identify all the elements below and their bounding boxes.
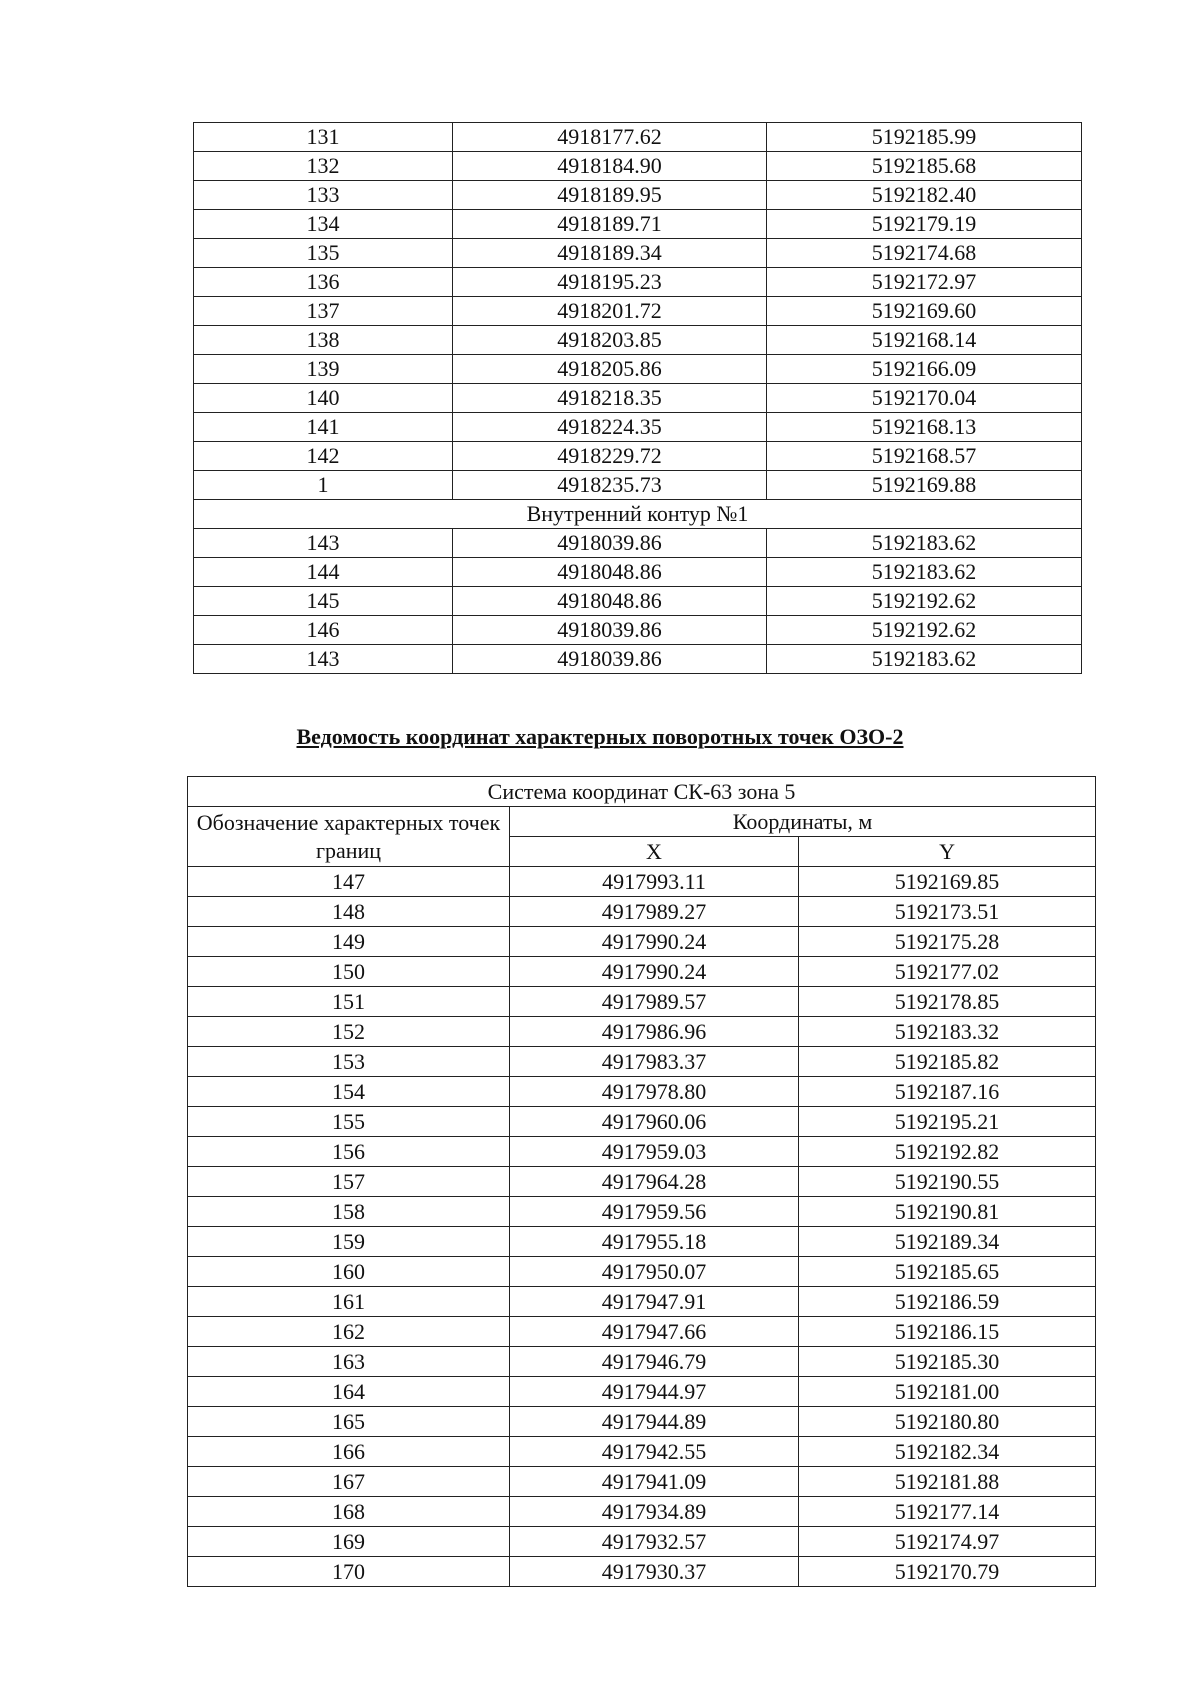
x-coordinate-cell: 4917950.07 xyxy=(510,1257,799,1287)
point-number-cell: 135 xyxy=(194,239,453,268)
table-header-row xyxy=(188,777,1096,807)
coordinates-table-body xyxy=(194,123,1082,674)
table-row xyxy=(188,1137,1096,1167)
y-coordinate-cell: 5192181.00 xyxy=(799,1377,1096,1407)
table-row xyxy=(188,1257,1096,1287)
y-coordinate-cell: 5192172.97 xyxy=(767,268,1082,297)
point-number-cell: 152 xyxy=(188,1017,510,1047)
point-number-cell: 143 xyxy=(194,645,453,674)
y-coordinate-cell: 5192185.99 xyxy=(767,123,1082,152)
table-row xyxy=(194,152,1082,181)
x-coordinate-cell: 4917990.24 xyxy=(510,957,799,987)
point-number-cell: 154 xyxy=(188,1077,510,1107)
x-coordinate-cell: 4917942.55 xyxy=(510,1437,799,1467)
y-coordinate-cell: 5192187.16 xyxy=(799,1077,1096,1107)
x-coordinate-cell: 4918224.35 xyxy=(453,413,767,442)
point-number-cell: 159 xyxy=(188,1227,510,1257)
y-coordinate-cell: 5192186.15 xyxy=(799,1317,1096,1347)
table-row xyxy=(194,268,1082,297)
x-coordinate-cell: 4918201.72 xyxy=(453,297,767,326)
point-number-cell: 167 xyxy=(188,1467,510,1497)
y-coordinate-cell: 5192192.62 xyxy=(767,616,1082,645)
x-coordinate-cell: 4917964.28 xyxy=(510,1167,799,1197)
point-number-cell: 1 xyxy=(194,471,453,500)
table-row xyxy=(188,1227,1096,1257)
table-row xyxy=(188,1197,1096,1227)
y-coordinate-cell: 5192173.51 xyxy=(799,897,1096,927)
table-row xyxy=(188,957,1096,987)
point-number-cell: 134 xyxy=(194,210,453,239)
point-number-cell: 160 xyxy=(188,1257,510,1287)
y-coordinate-cell: 5192178.85 xyxy=(799,987,1096,1017)
x-coordinate-cell: 4918177.62 xyxy=(453,123,767,152)
table-row xyxy=(188,927,1096,957)
table-row xyxy=(194,123,1082,152)
point-number-cell: 164 xyxy=(188,1377,510,1407)
y-coordinate-cell: 5192189.34 xyxy=(799,1227,1096,1257)
y-coordinate-cell: 5192174.97 xyxy=(799,1527,1096,1557)
table-row xyxy=(188,1317,1096,1347)
x-coordinate-cell: 4917930.37 xyxy=(510,1557,799,1587)
coordinate-system-header: Система координат СК-63 зона 5 xyxy=(188,777,1096,807)
point-number-cell: 141 xyxy=(194,413,453,442)
point-number-cell: 146 xyxy=(194,616,453,645)
ozo2-table-body xyxy=(188,777,1096,1587)
table-row xyxy=(188,1557,1096,1587)
table-row xyxy=(188,1497,1096,1527)
ozo2-coordinates-table xyxy=(187,776,1096,1587)
y-coordinate-cell: 5192186.59 xyxy=(799,1287,1096,1317)
x-coordinate-cell: 4918048.86 xyxy=(453,558,767,587)
point-number-cell: 142 xyxy=(194,442,453,471)
x-coordinate-cell: 4917993.11 xyxy=(510,867,799,897)
point-number-cell: 143 xyxy=(194,529,453,558)
table-row xyxy=(194,587,1082,616)
point-number-cell: 145 xyxy=(194,587,453,616)
point-number-cell: 157 xyxy=(188,1167,510,1197)
y-coordinate-cell: 5192179.19 xyxy=(767,210,1082,239)
y-coordinate-cell: 5192182.34 xyxy=(799,1437,1096,1467)
y-coordinate-cell: 5192169.85 xyxy=(799,867,1096,897)
table-row xyxy=(188,1017,1096,1047)
point-number-cell: 161 xyxy=(188,1287,510,1317)
point-number-cell: 140 xyxy=(194,384,453,413)
y-coordinate-cell: 5192169.88 xyxy=(767,471,1082,500)
point-number-cell: 149 xyxy=(188,927,510,957)
x-coordinate-cell: 4918189.71 xyxy=(453,210,767,239)
table-row xyxy=(194,297,1082,326)
x-coordinate-cell: 4917944.97 xyxy=(510,1377,799,1407)
x-coordinate-cell: 4917959.56 xyxy=(510,1197,799,1227)
table-row xyxy=(194,181,1082,210)
y-coordinate-cell: 5192185.68 xyxy=(767,152,1082,181)
x-coordinate-cell: 4917989.27 xyxy=(510,897,799,927)
x-coordinate-cell: 4917947.91 xyxy=(510,1287,799,1317)
point-number-cell: 155 xyxy=(188,1107,510,1137)
point-number-cell: 162 xyxy=(188,1317,510,1347)
table-row xyxy=(188,1437,1096,1467)
y-coordinate-cell: 5192166.09 xyxy=(767,355,1082,384)
table-row xyxy=(194,616,1082,645)
table-row xyxy=(188,1407,1096,1437)
point-number-cell: 144 xyxy=(194,558,453,587)
x-coordinate-cell: 4918218.35 xyxy=(453,384,767,413)
table-row xyxy=(194,210,1082,239)
x-coordinate-cell: 4918189.95 xyxy=(453,181,767,210)
table-row xyxy=(188,1167,1096,1197)
y-coordinate-cell: 5192174.68 xyxy=(767,239,1082,268)
point-number-cell: 153 xyxy=(188,1047,510,1077)
x-coordinate-cell: 4917932.57 xyxy=(510,1527,799,1557)
point-number-cell: 138 xyxy=(194,326,453,355)
x-coordinate-cell: 4917944.89 xyxy=(510,1407,799,1437)
table-row xyxy=(188,1347,1096,1377)
x-column-header: X xyxy=(510,837,799,867)
table-header-row xyxy=(188,807,1096,837)
point-number-cell: 168 xyxy=(188,1497,510,1527)
x-coordinate-cell: 4917946.79 xyxy=(510,1347,799,1377)
point-number-cell: 132 xyxy=(194,152,453,181)
y-coordinate-cell: 5192180.80 xyxy=(799,1407,1096,1437)
x-coordinate-cell: 4917983.37 xyxy=(510,1047,799,1077)
x-coordinate-cell: 4917960.06 xyxy=(510,1107,799,1137)
table-row xyxy=(188,1287,1096,1317)
points-column-header: Обозначение характерных точек границ xyxy=(188,807,510,867)
point-number-cell: 148 xyxy=(188,897,510,927)
y-coordinate-cell: 5192170.79 xyxy=(799,1557,1096,1587)
table-row xyxy=(194,413,1082,442)
x-coordinate-cell: 4918189.34 xyxy=(453,239,767,268)
table-row xyxy=(194,558,1082,587)
point-number-cell: 163 xyxy=(188,1347,510,1377)
table-row xyxy=(194,239,1082,268)
x-coordinate-cell: 4917989.57 xyxy=(510,987,799,1017)
inner-contour-row xyxy=(194,500,1082,529)
y-coordinate-cell: 5192182.40 xyxy=(767,181,1082,210)
x-coordinate-cell: 4917934.89 xyxy=(510,1497,799,1527)
y-coordinate-cell: 5192177.02 xyxy=(799,957,1096,987)
table-row xyxy=(188,1077,1096,1107)
point-number-cell: 147 xyxy=(188,867,510,897)
x-coordinate-cell: 4918205.86 xyxy=(453,355,767,384)
y-coordinate-cell: 5192183.62 xyxy=(767,645,1082,674)
table-row xyxy=(188,1047,1096,1077)
y-coordinate-cell: 5192170.04 xyxy=(767,384,1082,413)
point-number-cell: 151 xyxy=(188,987,510,1017)
inner-contour-label: Внутренний контур №1 xyxy=(194,500,1082,529)
x-coordinate-cell: 4918235.73 xyxy=(453,471,767,500)
x-coordinate-cell: 4918039.86 xyxy=(453,529,767,558)
table-row xyxy=(188,987,1096,1017)
x-coordinate-cell: 4917941.09 xyxy=(510,1467,799,1497)
y-coordinate-cell: 5192168.57 xyxy=(767,442,1082,471)
y-coordinate-cell: 5192177.14 xyxy=(799,1497,1096,1527)
y-coordinate-cell: 5192190.81 xyxy=(799,1197,1096,1227)
x-coordinate-cell: 4918195.23 xyxy=(453,268,767,297)
table-row xyxy=(194,471,1082,500)
point-number-cell: 169 xyxy=(188,1527,510,1557)
point-number-cell: 137 xyxy=(194,297,453,326)
x-coordinate-cell: 4917959.03 xyxy=(510,1137,799,1167)
x-coordinate-cell: 4918039.86 xyxy=(453,645,767,674)
y-coordinate-cell: 5192175.28 xyxy=(799,927,1096,957)
y-coordinate-cell: 5192183.32 xyxy=(799,1017,1096,1047)
y-coordinate-cell: 5192168.14 xyxy=(767,326,1082,355)
point-number-cell: 170 xyxy=(188,1557,510,1587)
point-number-cell: 131 xyxy=(194,123,453,152)
table-row xyxy=(194,384,1082,413)
y-coordinate-cell: 5192168.13 xyxy=(767,413,1082,442)
table-row xyxy=(188,897,1096,927)
point-number-cell: 136 xyxy=(194,268,453,297)
point-number-cell: 150 xyxy=(188,957,510,987)
coordinates-column-header: Координаты, м xyxy=(510,807,1096,837)
y-column-header: Y xyxy=(799,837,1096,867)
point-number-cell: 165 xyxy=(188,1407,510,1437)
table-row xyxy=(194,529,1082,558)
table-row xyxy=(188,1527,1096,1557)
point-number-cell: 133 xyxy=(194,181,453,210)
x-coordinate-cell: 4918184.90 xyxy=(453,152,767,181)
table-row xyxy=(194,326,1082,355)
x-coordinate-cell: 4917947.66 xyxy=(510,1317,799,1347)
y-coordinate-cell: 5192169.60 xyxy=(767,297,1082,326)
x-coordinate-cell: 4918203.85 xyxy=(453,326,767,355)
table-row xyxy=(188,867,1096,897)
y-coordinate-cell: 5192195.21 xyxy=(799,1107,1096,1137)
y-coordinate-cell: 5192183.62 xyxy=(767,558,1082,587)
table-row xyxy=(194,355,1082,384)
x-coordinate-cell: 4918048.86 xyxy=(453,587,767,616)
y-coordinate-cell: 5192190.55 xyxy=(799,1167,1096,1197)
table-row xyxy=(194,442,1082,471)
x-coordinate-cell: 4917990.24 xyxy=(510,927,799,957)
y-coordinate-cell: 5192181.88 xyxy=(799,1467,1096,1497)
point-number-cell: 166 xyxy=(188,1437,510,1467)
x-coordinate-cell: 4917955.18 xyxy=(510,1227,799,1257)
x-coordinate-cell: 4918229.72 xyxy=(453,442,767,471)
coordinates-table-continued xyxy=(193,122,1082,674)
table-row xyxy=(188,1377,1096,1407)
x-coordinate-cell: 4917978.80 xyxy=(510,1077,799,1107)
section-title: Ведомость координат характерных поворотных точек ОЗО-2 xyxy=(296,724,904,749)
y-coordinate-cell: 5192192.62 xyxy=(767,587,1082,616)
y-coordinate-cell: 5192185.30 xyxy=(799,1347,1096,1377)
table-row xyxy=(194,645,1082,674)
x-coordinate-cell: 4918039.86 xyxy=(453,616,767,645)
y-coordinate-cell: 5192185.82 xyxy=(799,1047,1096,1077)
table-row xyxy=(188,1467,1096,1497)
point-number-cell: 139 xyxy=(194,355,453,384)
x-coordinate-cell: 4917986.96 xyxy=(510,1017,799,1047)
y-coordinate-cell: 5192183.62 xyxy=(767,529,1082,558)
table-row xyxy=(188,1107,1096,1137)
y-coordinate-cell: 5192185.65 xyxy=(799,1257,1096,1287)
point-number-cell: 156 xyxy=(188,1137,510,1167)
point-number-cell: 158 xyxy=(188,1197,510,1227)
y-coordinate-cell: 5192192.82 xyxy=(799,1137,1096,1167)
